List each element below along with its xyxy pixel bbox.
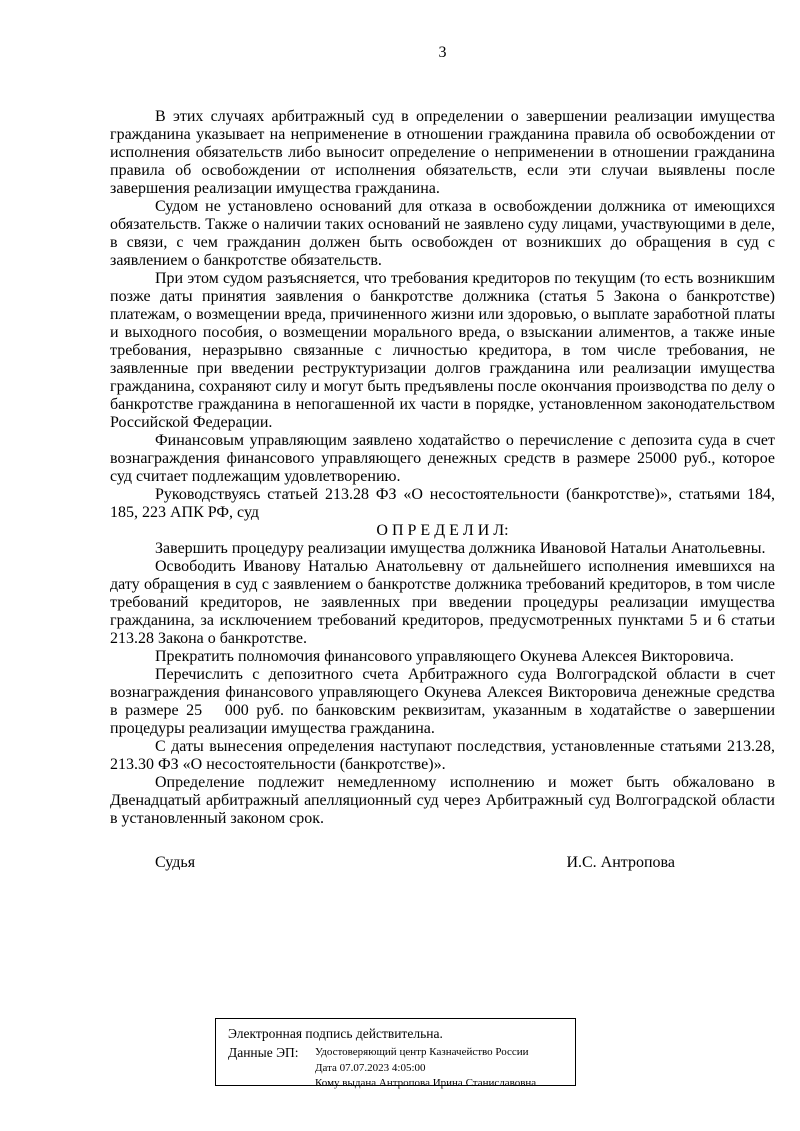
resolution-paragraph: Определение подлежит немедленному исполнению и может быть обжаловано в Двенадцатый арбитражный апелляционный суд через Арбитражный суд Волгоградской области в установленный законом срок. <box>110 774 775 827</box>
body-paragraph: Финансовым управляющим заявлено ходатайство о перечисление с депозита суда в счет вознаграждения финансового управляющего денежных средств в размере 25000 руб., которое суд считает подлежащим удовлетворению. <box>110 432 775 485</box>
resolution-paragraph: Освободить Иванову Наталью Анатольевну от дальнейшего исполнения имевшихся на дату обращения в суд с заявлением о банкротстве должника требований кредиторов, в том числе требований кредиторов, не заявленных при введении процедуры реализации имущества гражданина, за исключением требований кредиторов, предусмотренных пунктами 5 и 6 статьи 213.28 Закона о банкротстве. <box>110 558 775 647</box>
signature-role: Судья <box>155 854 196 871</box>
body-paragraph: При этом судом разъясняется, что требования кредиторов по текущим (то есть возникшим позже даты принятия заявления о банкротстве должника (статья 5 Закона о банкротстве) платежам, о возмещении вреда, причиненного жизни или здоровью, о выплате заработной платы и выходного пособия, о возмещении морального вреда, о взыскании алиментов, а также иные требования, неразрывно связанные с личностью кредитора, в том числе требования, не заявленные при введении реструктуризации долгов гражданина или реализации имущества гражданина, сохраняют силу и могут быть предъявлены после окончания производства по делу о банкротстве гражданина в непогашенной их части в порядке, установленном законодательством Российской Федерации. <box>110 270 775 431</box>
resolution-heading: О П Р Е Д Е Л И Л: <box>376 522 509 539</box>
stamp-date: Дата 07.07.2023 4:05:00 <box>315 1061 426 1074</box>
signature-row <box>110 854 775 872</box>
stamp-data-label: Данные ЭП: <box>228 1045 299 1060</box>
body-paragraph: В этих случаях арбитражный суд в определении о завершении реализации имущества гражданина указывает на неприменение в отношении гражданина правила об освобождении от исполнения обязательств либо выносит определение о неприменении в отношении гражданина правила об освобождении от исполнения обязательств, если эти случаи выявлены после завершения реализации имущества гражданина. <box>110 108 775 197</box>
signature-name: И.С. Антропова <box>566 854 675 871</box>
body-paragraph: Судом не установлено оснований для отказа в освобождении должника от имеющихся обязательств. Также о наличии таких оснований не заявлено суду лицами, участвующими в деле, в связи, с чем гражданин должен быть освобожден от возникших до обращения в суд с заявлением о банкротстве обязательств. <box>110 198 775 269</box>
stamp-certification-authority: Удостоверяющий центр Казначейство России <box>315 1046 529 1058</box>
resolution-paragraph: С даты вынесения определения наступают последствия, установленные статьями 213.28, 213.30 ФЗ «О несостоятельности (банкротстве)». <box>110 738 775 773</box>
stamp-issued-to: Кому выдана Антропова Ирина Станиславовна <box>315 1077 537 1089</box>
resolution-paragraph: Перечислить с депозитного счета Арбитражного суда Волгоградской области в счет вознаграждения финансового управляющего Окунева Алексея Викторовича денежные средства в размере 25 000 руб. по банковским реквизитам, указанным в ходатайстве о завершении процедуры реализации имущества гражданина. <box>110 666 775 737</box>
resolution-paragraph: Прекратить полномочия финансового управляющего Окунева Алексея Викторовича. <box>155 648 734 665</box>
electronic-signature-stamp <box>215 1018 576 1089</box>
page-number: 3 <box>438 44 447 61</box>
stamp-data-row <box>228 1045 575 1092</box>
stamp-validity-text: Электронная подпись действительна. <box>228 1026 443 1041</box>
resolution-paragraph: Завершить процедуру реализации имущества должника Ивановой Натальи Анатольевны. <box>155 540 766 557</box>
stamp-details <box>315 1045 536 1092</box>
body-paragraph: Руководствуясь статьей 213.28 ФЗ «О несостоятельности (банкротстве)», статьями 184, 185, 223 АПК РФ, суд <box>110 486 775 521</box>
